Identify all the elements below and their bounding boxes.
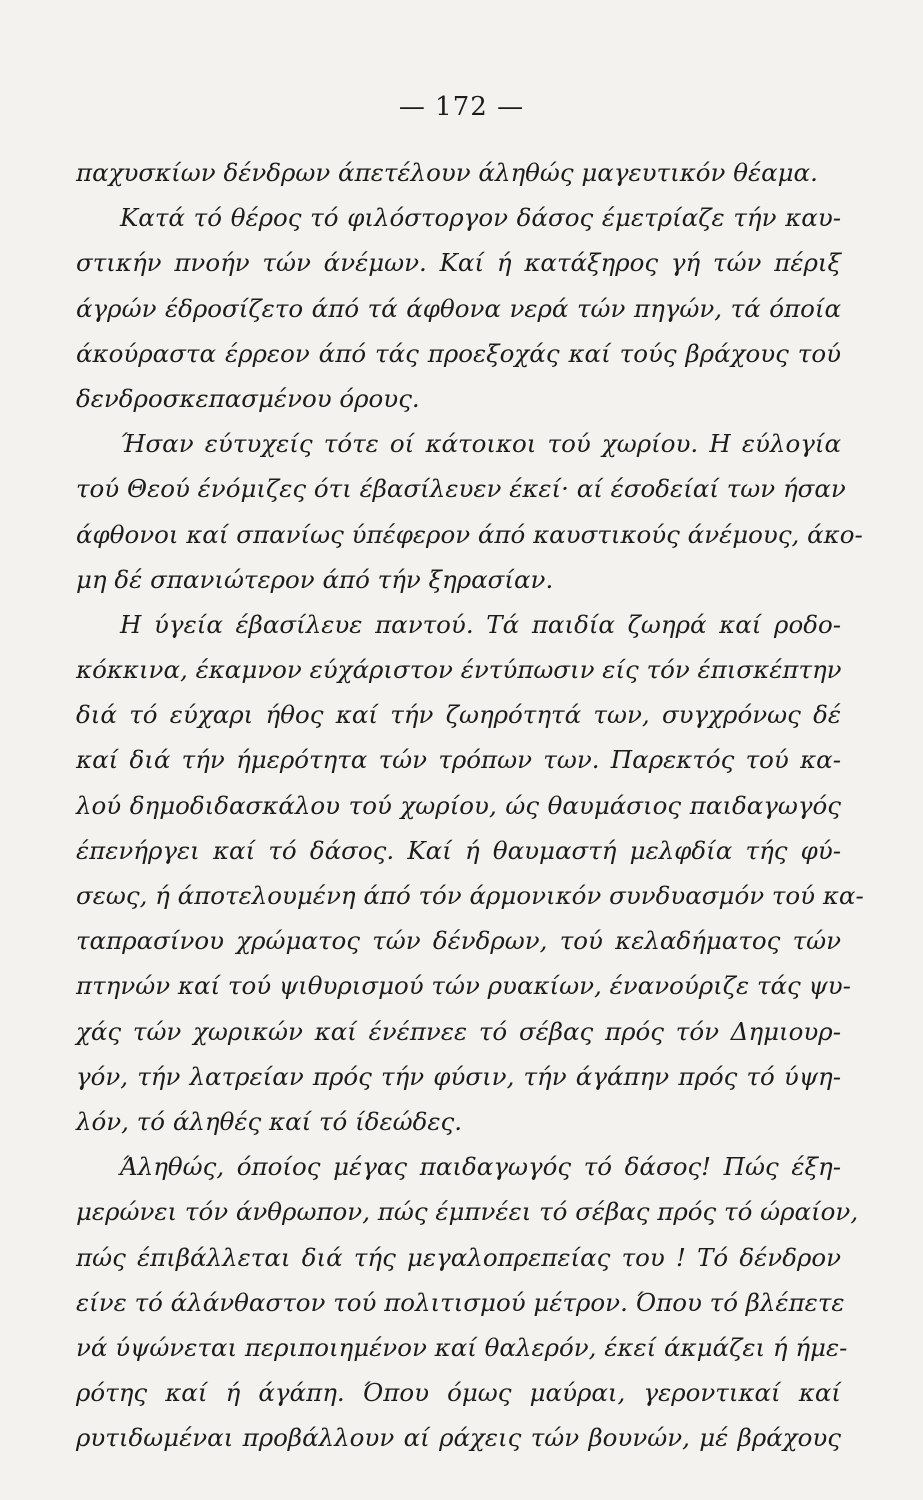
text-line: άγρών έδροσίζετο άπό τά άφθονα νερά τών πηγών, τά όποία [76,293,841,323]
text-line: Η ύγεία έβασίλευε παντού. Τά παιδία ζωηρά καί ροδο- [120,609,841,639]
text-line: λού δημοδιδασκάλου τού χωρίου, ώς θαυμάσιος παιδαγωγός [76,790,841,820]
text-line: μη δέ σπανιώτερον άπό τήν ξηρασίαν. [76,564,554,594]
text-line: μερώνει τόν άνθρωπον, πώς έμπνέει τό σέβας πρός τό ώραίον, [76,1197,859,1227]
text-line: κόκκινα, έκαμνον εύχάριστον έντύπωσιν είς τόν έπισκέπτην [76,655,842,685]
text-line: καί διά τήν ήμερότητα τών τρόπων των. Παρεκτός τού κα- [76,745,841,775]
page-number: — 172 — [398,92,525,122]
text-line: λόν, τό άληθές καί τό ίδεώδες. [76,1106,462,1136]
text-line: χάς τών χωρικών καί ένέπνεε τό σέβας πρός τόν Δημιουρ- [76,1016,841,1046]
text-line: παχυσκίων δένδρων άπετέλουν άληθώς μαγευτικόν θέαμα. [76,158,818,187]
text-line: στικήν πνοήν τών άνέμων. Καί ή κατάξηρος γή τών πέριξ [76,248,841,278]
text-line: δενδροσκεπασμένου όρους. [76,383,420,413]
text-line: πτηνών καί τού ψιθυρισμού τών ρυακίων, ένανούριζε τάς ψυ- [76,971,851,1001]
text-line: νά ύψώνεται περιποιημένον καί θαλερόν, έκεί άκμάζει ή ήμε- [76,1332,848,1362]
text-line: άφθονοι καί σπανίως ύπέφερον άπό καυστικούς άνέμους, άκο- [76,519,863,549]
text-line: πώς έπιβάλλεται διά τής μεγαλοπρεπείας του ! Τό δένδρον [76,1242,841,1272]
text-line: γόν, τήν λατρείαν πρός τήν φύσιν, τήν άγάπην πρός τό ύψη- [76,1061,841,1091]
text-line: ρυτιδωμέναι προβάλλουν αί ράχεις τών βουνών, μέ βράχους [76,1423,841,1453]
body-text [76,150,864,1460]
text-line: είνε τό άλάνθαστον τού πολιτισμού μέτρον. Όπου τό βλέπετε [76,1287,845,1317]
text-line: διά τό εύχαρι ήθος καί τήν ζωηρότητά των, συγχρόνως δέ [76,700,841,730]
text-line: ρότης καί ή άγάπη. Όπου όμως μαύραι, γεροντικαί καί [76,1378,841,1408]
text-line: έπενήργει καί τό δάσος. Καί ή θαυμαστή μελφδία τής φύ- [76,835,841,865]
text-line: σεως, ή άποτελουμένη άπό τόν άρμονικόν συνδυασμόν τού κα- [76,881,864,910]
text-line: Κατά τό θέρος τό φιλόστοργον δάσος έμετρίαζε τήν καυ- [120,203,841,233]
text-line: τού Θεού ένόμιζες ότι έβασίλευεν έκεί· αί έσοδείαί των ήσαν [76,474,846,504]
text-line: Άληθώς, όποίος μέγας παιδαγωγός τό δάσος! Πώς έξη- [120,1152,841,1182]
text-line: άκούραστα έρρεον άπό τάς προεξοχάς καί τούς βράχους τού [76,338,841,368]
text-line: ταπρασίνου χρώματος τών δένδρων, τού κελαδήματος τών [76,926,841,956]
text-line: Ήσαν εύτυχείς τότε οί κάτοικοι τού χωρίου. Η εύλογία [120,429,841,459]
